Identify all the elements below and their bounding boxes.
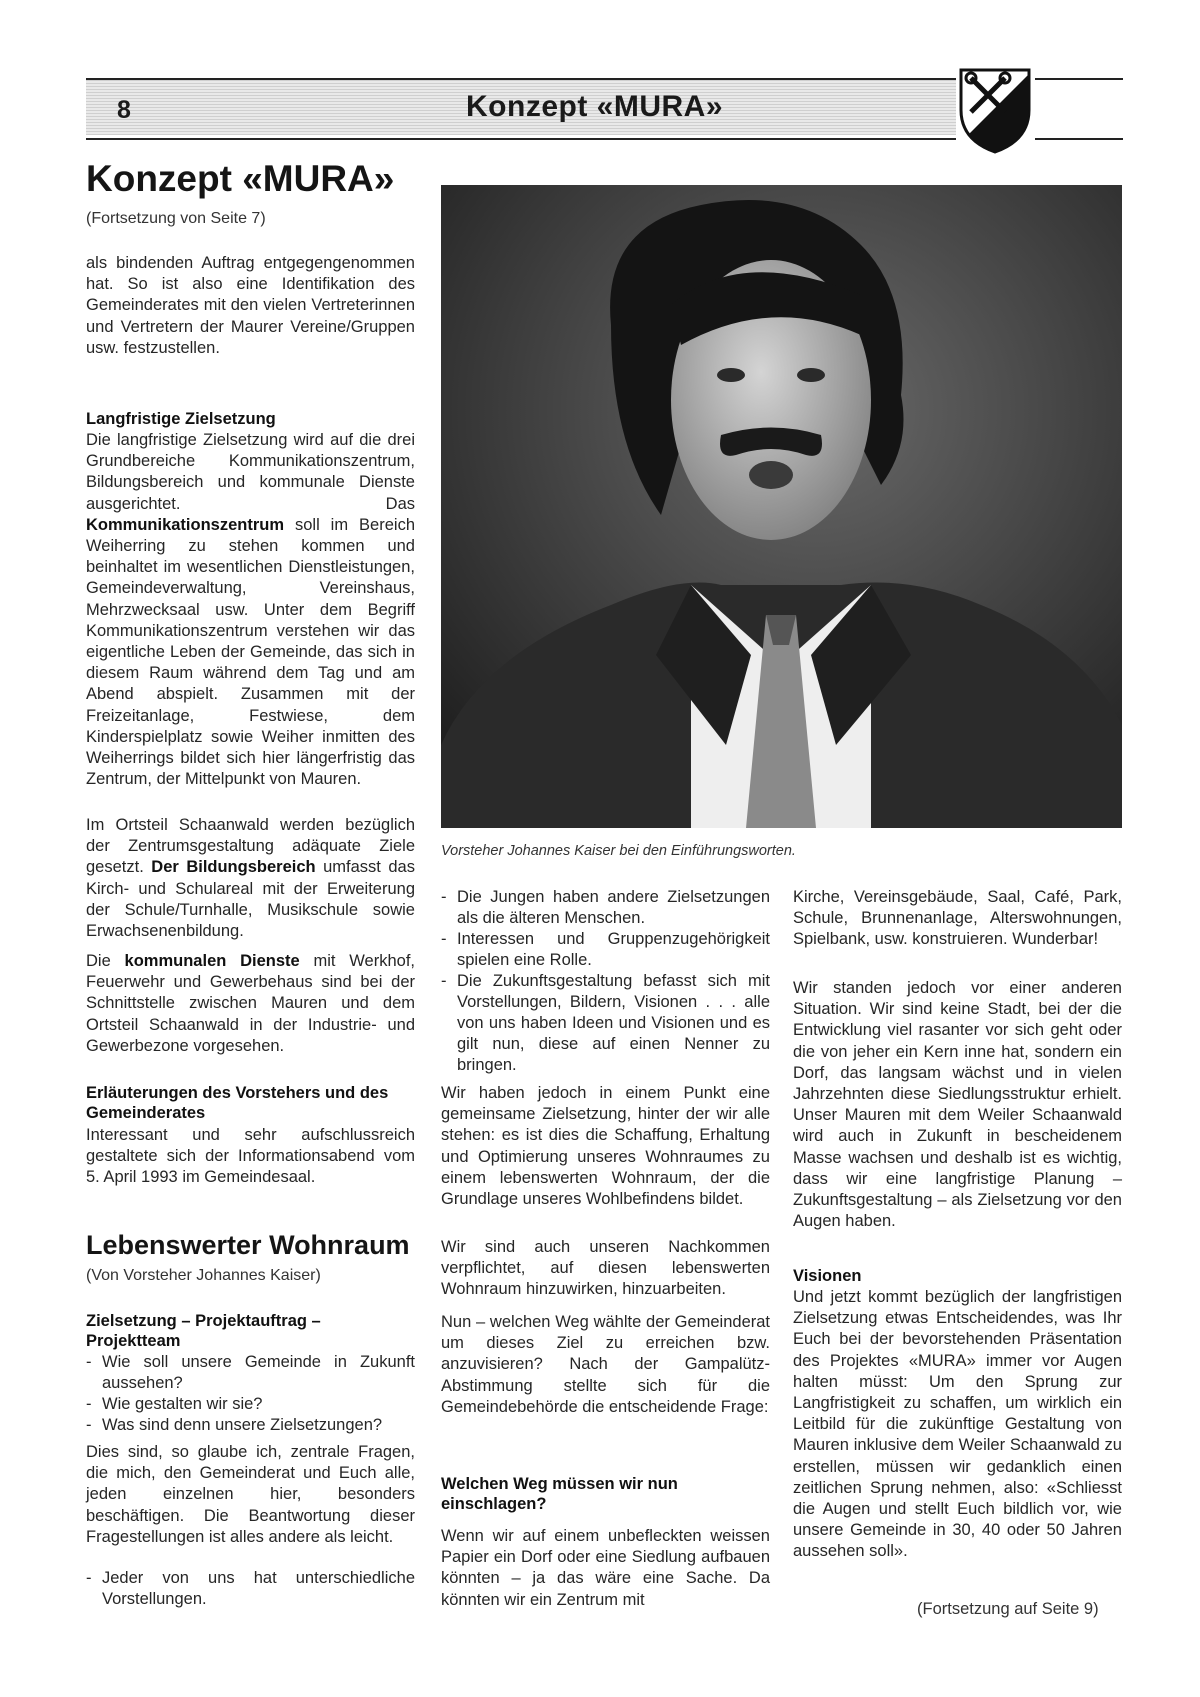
byline: (Von Vorsteher Johannes Kaiser) — [86, 1267, 321, 1284]
body-paragraph: Wir sind auch unseren Nachkommen verpflichtet, auf diesen lebenswerten Wohnraum hinzuwirken, hinzuarbeiten. — [441, 1238, 770, 1299]
list-item: - Die Zukunftsgestaltung befasst sich mit Vorstellungen, Bildern, Visionen . . . alle von uns haben Ideen und Visionen und es gilt nun, diese auf einen Nenner zu bringen. — [441, 971, 770, 1076]
body-paragraph: Wir standen jedoch vor einer anderen Situation. Wir sind keine Stadt, bei der die Entwicklung viel rasanter vor sich geht oder die von jeher ein Kern inne hat, sondern ein Dorf, das langsam wächst und in vielen Jahrzehnten diese Siedlungsstruktur erhielt. Unser Mauren mit dem Weiler Schaanwald wird auch in Zukunft in bescheidenem Masse wachsen und deshalb ist es wichtig, dass wir eine langfristige Planung – Zukunftsgestaltung – als Zielsetzung vor den Augen haben. — [793, 979, 1122, 1231]
view-list-continued — [441, 887, 770, 1076]
view-list-start — [86, 1568, 415, 1610]
body-paragraph: Kirche, Vereinsgebäude, Saal, Café, Park, Schule, Brunnenanlage, Alterswohnungen, Spielbank, usw. konstruieren. Wunderbar! — [793, 888, 1122, 949]
section-heading-zielsetzung: Zielsetzung – Projektauftrag – Projektteam — [86, 1312, 321, 1350]
section-paragraph: Im Ortsteil Schaanwald werden bezüglich der Zentrumsgestaltung adäquate Ziele gesetzt. Der Bildungsbereich umfasst das Kirch- und Schulareal mit der Erweiterung der Schule/Turnhalle, Musikschule sowie Erwachsenenbildung. — [86, 816, 415, 941]
section-paragraph: Die kommunalen Dienste mit Werkhof, Feuerwehr und Gewerbehaus sind bei der Schnittstelle zwischen Mauren und dem Ortsteil Schaanwald in der Industrie- und Gewerbezone vorgesehen. — [86, 952, 415, 1055]
continued-note: (Fortsetzung auf Seite 9) — [917, 1600, 1099, 1618]
list-item: - Jeder von uns hat unterschiedliche Vorstellungen. — [86, 1568, 415, 1610]
list-item: - Wie soll unsere Gemeinde in Zukunft aussehen? — [86, 1352, 415, 1394]
section-heading-weg: Welchen Weg müssen wir nun einschlagen? — [441, 1475, 678, 1513]
continuation-note: (Fortsetzung von Seite 7) — [86, 210, 266, 227]
question-list — [86, 1352, 415, 1436]
body-paragraph: Dies sind, so glaube ich, zentrale Fragen, die mich, den Gemeinderat und Euch alle, jeden einzelnen hier, besonders beschäftigen. Die Beantwortung dieser Fragestellungen ist alles andere als leicht. — [86, 1443, 415, 1546]
body-paragraph: Wenn wir auf einem unbefleckten weissen Papier ein Dorf oder eine Siedlung aufbauen könnten – ja das wäre eine Sache. Da könnten wir ein Zentrum mit — [441, 1527, 770, 1609]
header-rule-right-bottom — [1035, 138, 1123, 140]
page-number: 8 — [117, 96, 131, 124]
crest-icon — [957, 66, 1033, 154]
header-rule-bottom — [86, 138, 956, 140]
section-heading-visionen: Visionen — [793, 1267, 862, 1285]
list-item: - Wie gestalten wir sie? — [86, 1394, 415, 1415]
section-paragraph: Interessant und sehr aufschlussreich gestaltete sich der Informationsabend vom 5. April 1993 im Gemeindesaal. — [86, 1126, 415, 1187]
body-paragraph: Wir haben jedoch in einem Punkt eine gemeinsame Zielsetzung, hinter der wir alle stehen: es ist dies die Schaffung, Erhaltung und Optimierung unseres Wohnraumes zu einem lebenswerten Wohnraum, der die Grundlage unseres Wohlbefindens bildet. — [441, 1084, 770, 1209]
header-rule-top — [86, 78, 956, 80]
article-title: Lebenswerter Wohnraum — [86, 1230, 410, 1260]
article-title: Konzept «MURA» — [86, 158, 395, 199]
list-item: - Was sind denn unsere Zielsetzungen? — [86, 1415, 415, 1436]
list-item: - Die Jungen haben andere Zielsetzungen als die älteren Menschen. — [441, 887, 770, 929]
section-heading-langfristig: Langfristige Zielsetzung — [86, 410, 276, 428]
header-rule-right-top — [1035, 78, 1123, 80]
portrait-photo — [441, 185, 1122, 828]
body-paragraph: Nun – welchen Weg wählte der Gemeinderat um dieses Ziel zu erreichen bzw. anzuvisieren? Nach der Gampalütz-Abstimmung stellte sich für die Gemeindebehörde die entscheidende Frage: — [441, 1313, 770, 1416]
section-heading-erlaeuterungen: Erläuterungen des Vorstehers und des Gemeinderates — [86, 1084, 389, 1122]
running-header-title: Konzept «MURA» — [466, 90, 724, 123]
list-item: - Interessen und Gruppenzugehörigkeit spielen eine Rolle. — [441, 929, 770, 971]
section-paragraph: Die langfristige Zielsetzung wird auf die drei Grundbereiche Kommunikationszentrum, Bildungsbereich und kommunale Dienste ausgerichtet. Das Kommunikationszentrum soll im Bereich Weiherring zu stehen kommen und beinhaltet im wesentlichen Dienstleistungen, Gemeindeverwaltung, Vereinshaus, Mehrzwecksaal usw. Unter dem Begriff Kommunikationszentrum verstehen wir das eigentliche Leben der Gemeinde, das sich in diesem Raum während dem Tag und am Abend abspielt. Zusammen mit der Freizeitanlage, Festwiese, dem Kinderspielplatz sowie Weiher inmitten des Weiherrings bildet sich hier längerfristig das Zentrum, der Mittelpunkt von Mauren. — [86, 431, 415, 789]
body-paragraph: Und jetzt kommt bezüglich der langfristigen Zielsetzung etwas Entscheidendes, was Ihr Euch bei der bevorstehenden Präsentation des Projektes «MURA» immer vor Augen halten müsst: Um den Sprung zur Langfristigkeit zu schaffen, um wirklich ein Leitbild für die zukünftige Gestaltung von Mauren inklusive dem Weiler Schaanwald zu erstellen, müssen wir gedanklich einen zeitlichen Sprung nehmen, also: «Schliesst die Augen und stellt Euch bildlich vor, wie unsere Gemeinde in 30, 40 oder 50 Jahren aussehen soll». — [793, 1288, 1122, 1561]
intro-paragraph: als bindenden Auftrag entgegengenommen hat. So ist also eine Identifikation des Gemeinderates mit den vielen Vertreterinnen und Vertretern der Maurer Vereine/Gruppen usw. festzustellen. — [86, 254, 415, 357]
photo-caption: Vorsteher Johannes Kaiser bei den Einführungsworten. — [441, 843, 796, 859]
